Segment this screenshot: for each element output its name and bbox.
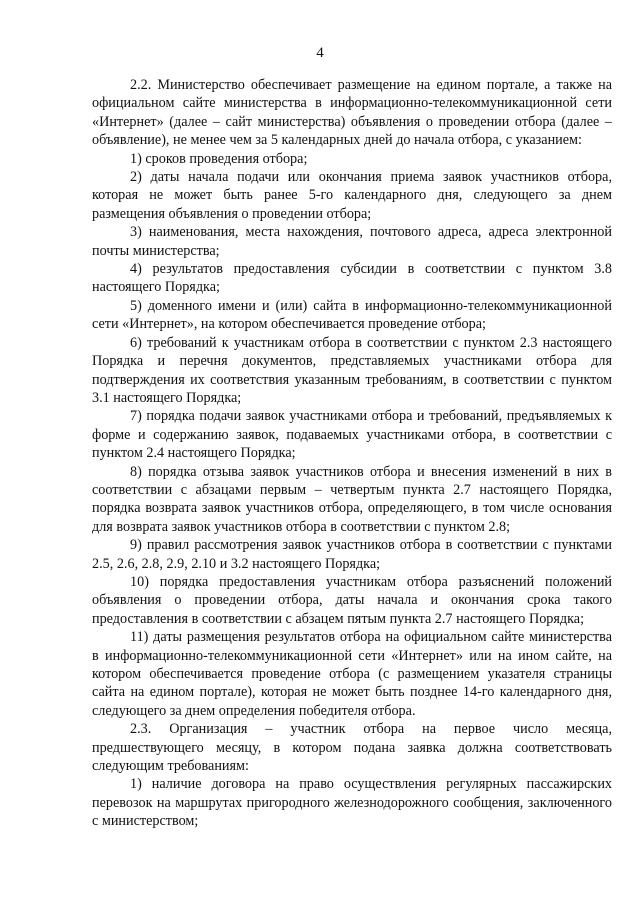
list-item-8: 8) порядка отзыва заявок участников отбора и внесения изменений в них в соответствии с абзацами первым – четвертым пункта 2.7 настоящего Порядка, порядка возврата заявок участников отбора, определяющего, в том числе основания для возврата заявок участников отбора в соответствии с пунктом 2.8; [92, 463, 612, 535]
list-item-5: 5) доменного имени и (или) сайта в информационно-телекоммуникационной сети «Интернет», на котором обеспечивается проведение отбора; [92, 297, 612, 333]
requirement-item-1: 1) наличие договора на право осуществления регулярных пассажирских перевозок на маршрутах пригородного железнодорожного сообщения, заключенного с министерством; [92, 776, 612, 830]
list-item-9: 9) правил рассмотрения заявок участников отбора в соответствии с пунктами 2.5, 2.6, 2.8, 2.9, 2.10 и 3.2 настоящего Порядка; [92, 537, 612, 572]
paragraph-2-2-intro: 2.2. Министерство обеспечивает размещение на едином портале, а также на официальном сайте министерства в информационно-телекоммуникационной сети «Интернет» (далее – сайт министерства) объявления о проведении отбора (далее – объявление), не менее чем за 5 календарных дней до начала отбора, с указанием: [92, 77, 612, 149]
list-item-6: 6) требований к участникам отбора в соответствии с пунктом 2.3 настоящего Порядка и перечня документов, представляемых участниками отбора для подтверждения их соответствия указанным требованиям, в соответствии с пунктом 3.1 настоящего Порядка; [92, 334, 612, 406]
list-item-10: 10) порядка предоставления участникам отбора разъяснений положений объявления о проведении отбора, даты начала и окончания срока такого предоставления в соответствии с абзацем пятым пункта 2.7 настоящего Порядка; [92, 573, 612, 627]
document-body [92, 76, 612, 831]
list-item-7: 7) порядка подачи заявок участниками отбора и требований, предъявляемых к форме и содержанию заявок, подаваемых участниками отбора, в соответствии с пунктом 2.4 настоящего Порядка; [92, 408, 612, 462]
paragraph-2-3-intro: 2.3. Организация – участник отбора на первое число месяца, предшествующего месяцу, в котором подана заявка должна соответствовать следующим требованиям: [92, 721, 612, 775]
list-item-3: 3) наименования, места нахождения, почтового адреса, адреса электронной почты министерства; [92, 224, 612, 259]
page-number: 4 [316, 45, 324, 61]
list-item-2: 2) даты начала подачи или окончания приема заявок участников отбора, которая не может быть ранее 5-го календарного дня, следующего за днем размещения объявления о проведении отбора; [92, 169, 612, 222]
list-item-11: 11) даты размещения результатов отбора на официальном сайте министерства в информационно-телекоммуникационной сети «Интернет» или на ином сайте, на котором обеспечивается проведение отбора (с размещением указателя страницы сайта на едином портале), которая не может быть позднее 14-го календарного дня, следующего за днем определения победителя отбора. [92, 629, 612, 719]
list-item-1: 1) сроков проведения отбора; [130, 150, 308, 167]
list-item-4: 4) результатов предоставления субсидии в соответствии с пунктом 3.8 настоящего Порядка; [92, 261, 612, 296]
